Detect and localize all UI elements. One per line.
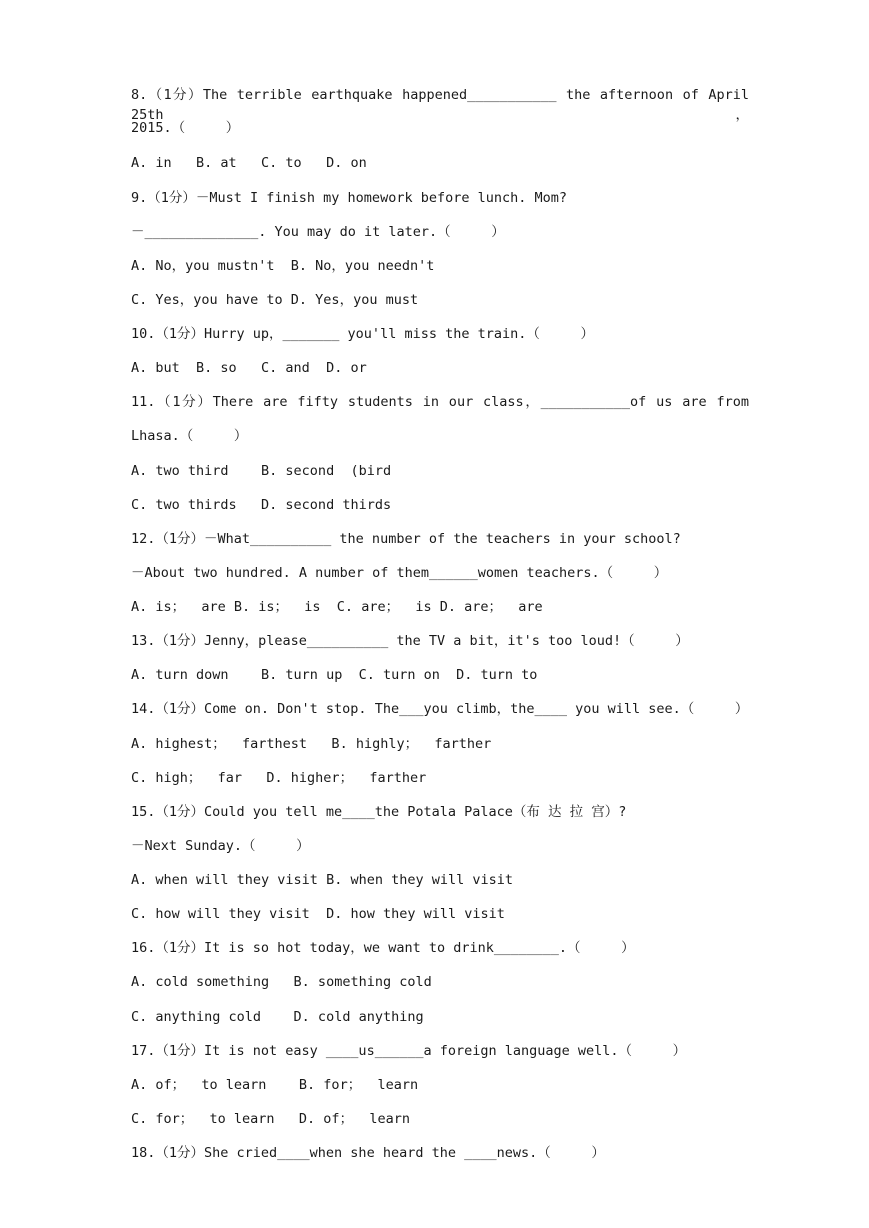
question-13-options: A. turn down B. turn up C. turn on D. turn to bbox=[131, 667, 538, 683]
question-16-options-2: C. anything cold D. cold anything bbox=[131, 1009, 424, 1025]
question-8-stem: 8.（1分）The terrible earthquake happened___________ the afternoon of April 25th， bbox=[131, 87, 749, 123]
question-8-options: A. in B. at C. to D. on bbox=[131, 155, 367, 171]
question-17-options-1: A. of； to learn B. for； learn bbox=[131, 1077, 419, 1093]
question-12-options: A. is； are B. is； is C. are； is D. are； are bbox=[131, 599, 543, 615]
question-17-stem: 17.（1分）It is not easy ____us______a foreign language well.（ ） bbox=[131, 1043, 687, 1059]
question-12-stem: 12.（1分）－What__________ the number of the teachers in your school? bbox=[131, 531, 681, 547]
question-12-stem-cont: －About two hundred. A number of them______women teachers.（ ） bbox=[131, 565, 668, 581]
question-15-options-2: C. how will they visit D. how they will visit bbox=[131, 906, 505, 922]
question-9-options-2: C. Yes，you have to D. Yes，you must bbox=[131, 292, 419, 308]
question-10-options: A. but B. so C. and D. or bbox=[131, 360, 367, 376]
question-9-stem: 9.（1分）－Must I finish my homework before lunch. Mom? bbox=[131, 190, 568, 206]
question-15-stem-cont: －Next Sunday.（ ） bbox=[131, 838, 310, 854]
question-14-options-2: C. high； far D. higher； farther bbox=[131, 770, 427, 786]
question-18-stem: 18.（1分）She cried____when she heard the ____news.（ ） bbox=[131, 1145, 605, 1161]
question-14-options-1: A. highest； farthest B. highly； farther bbox=[131, 736, 492, 752]
question-11-stem: 11.（1分）There are fifty students in our class，___________of us are from bbox=[131, 394, 749, 410]
question-11-options-1: A. two third B. second (bird bbox=[131, 463, 392, 479]
question-10-stem: 10.（1分）Hurry up，_______ you'll miss the train.（ ） bbox=[131, 326, 595, 342]
question-16-stem: 16.（1分）It is so hot today，we want to drink________.（ ） bbox=[131, 940, 635, 956]
question-11-stem-cont: Lhasa.（ ） bbox=[131, 428, 248, 444]
question-15-options-1: A. when will they visit B. when they will visit bbox=[131, 872, 514, 888]
question-16-options-1: A. cold something B. something cold bbox=[131, 974, 432, 990]
question-9-options-1: A. No，you mustn't B. No，you needn't bbox=[131, 258, 435, 274]
question-9-stem-cont: －______________. You may do it later.（ ） bbox=[131, 224, 505, 240]
question-14-stem: 14.（1分）Come on. Don't stop. The___you climb，the____ you will see.（ ） bbox=[131, 701, 749, 717]
question-8-stem-cont: 2015.（ ） bbox=[131, 120, 240, 136]
question-17-options-2: C. for； to learn D. of； learn bbox=[131, 1111, 410, 1127]
question-13-stem: 13.（1分）Jenny，please__________ the TV a bit，it's too loud!（ ） bbox=[131, 633, 689, 649]
question-15-stem: 15.（1分）Could you tell me____the Potala Palace（布 达 拉 宫）? bbox=[131, 804, 627, 820]
question-11-options-2: C. two thirds D. second thirds bbox=[131, 497, 392, 513]
